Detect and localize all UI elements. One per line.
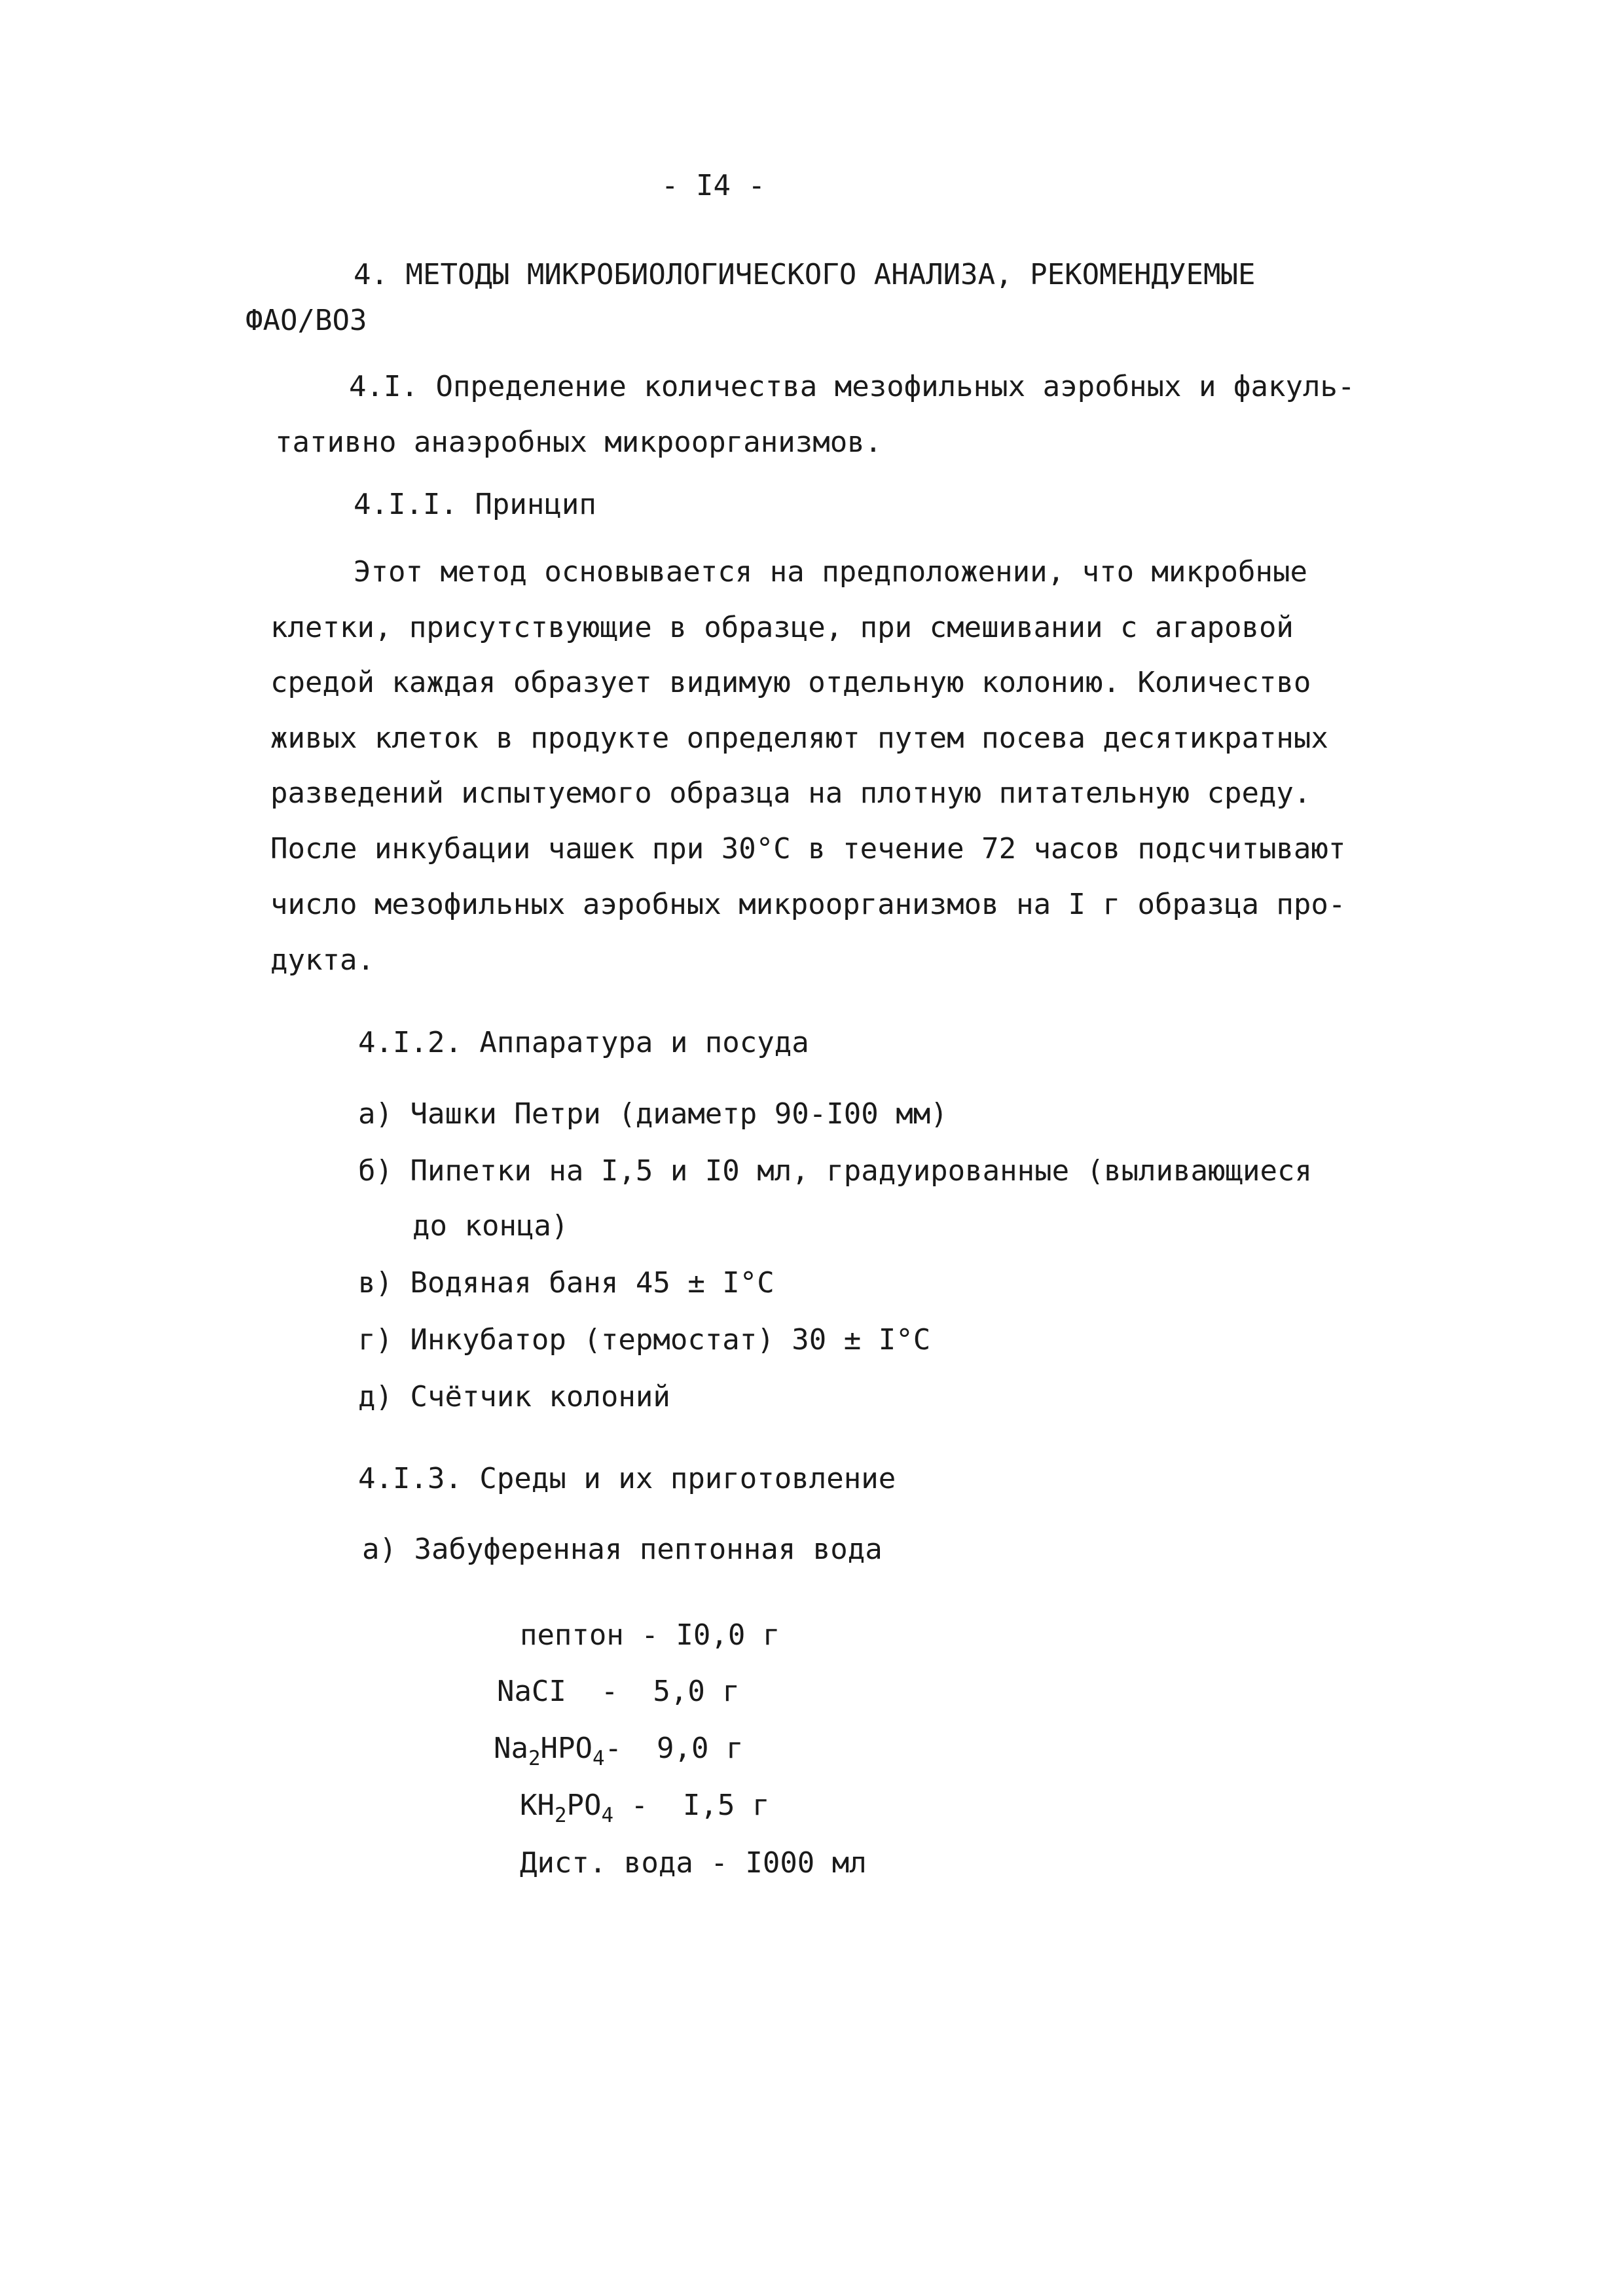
section-4-1-heading-line-1: 4.I. Определение количества мезофильных аэробных и факуль- — [349, 370, 1355, 403]
paragraph-line: живых клеток в продукте определяют путем посева десятикратных — [270, 721, 1328, 755]
paragraph-line: дукта. — [270, 943, 374, 977]
ingredient-name: Na — [493, 1732, 528, 1765]
ingredient-row — [416, 1820, 867, 1906]
ingredient-name: пептон — [519, 1618, 624, 1652]
subscript: 2 — [528, 1746, 541, 1770]
paragraph-line: число мезофильных аэробных микроорганизмов на I г образца про- — [270, 888, 1346, 921]
subscript: 2 — [554, 1803, 567, 1827]
paragraph-line: клетки, присутствующие в образце, при смешивании с агаровой — [270, 611, 1294, 644]
section-4-heading-line-2: ФАО/ВОЗ — [246, 304, 367, 337]
paragraph-line: разведений испытуемого образца на плотную питательную среду. — [270, 776, 1311, 810]
ingredient-amount: - I000 мл — [710, 1846, 867, 1880]
list-item: а) Чашки Петри (диаметр 90-I00 мм) — [358, 1097, 948, 1131]
paragraph-line: средой каждая образует видимую отдельную колонию. Количество — [270, 666, 1311, 699]
ingredient-amount: - 9,0 г — [604, 1732, 744, 1765]
media-item-a-title: а) Забуференная пептонная вода — [362, 1533, 883, 1566]
section-4-1-1-heading: 4.I.I. Принцип — [354, 488, 596, 521]
section-4-1-2-heading: 4.I.2. Аппаратура и посуда — [358, 1026, 809, 1059]
subscript: 4 — [592, 1746, 605, 1770]
subscript: 4 — [601, 1803, 614, 1827]
ingredient-name: PO — [566, 1789, 602, 1822]
ingredient-name: NaCI — [496, 1675, 566, 1708]
ingredient-name: HPO — [540, 1732, 593, 1765]
paragraph-line: Этот метод основывается на предположении, что микробные — [354, 555, 1307, 589]
list-item: г) Инкубатор (термостат) 30 ± I°С — [358, 1323, 931, 1357]
list-item: до конца) — [412, 1209, 569, 1243]
page-number: - I4 - — [661, 169, 765, 202]
list-item: д) Счётчик колоний — [358, 1380, 670, 1413]
section-4-heading-line-1: 4. МЕТОДЫ МИКРОБИОЛОГИЧЕСКОГО АНАЛИЗА, РЕКОМЕНДУЕМЫЕ — [354, 258, 1256, 291]
ingredient-amount: - 5,0 г — [600, 1675, 740, 1708]
ingredient-amount: - I0,0 г — [641, 1618, 780, 1652]
list-item: в) Водяная баня 45 ± I°С — [358, 1266, 775, 1300]
section-4-1-heading-line-2: тативно анаэробных микроорганизмов. — [275, 426, 883, 459]
ingredient-amount: - I,5 г — [613, 1789, 770, 1822]
ingredient-name: KH — [519, 1789, 555, 1822]
section-4-1-3-heading: 4.I.3. Среды и их приготовление — [358, 1462, 896, 1495]
paragraph-line: После инкубации чашек при 30°С в течение 72 часов подсчитывают — [270, 832, 1346, 866]
ingredient-name: Дист. вода — [519, 1846, 693, 1880]
list-item: б) Пипетки на I,5 и I0 мл, градуированные (выливающиеся — [358, 1154, 1312, 1188]
